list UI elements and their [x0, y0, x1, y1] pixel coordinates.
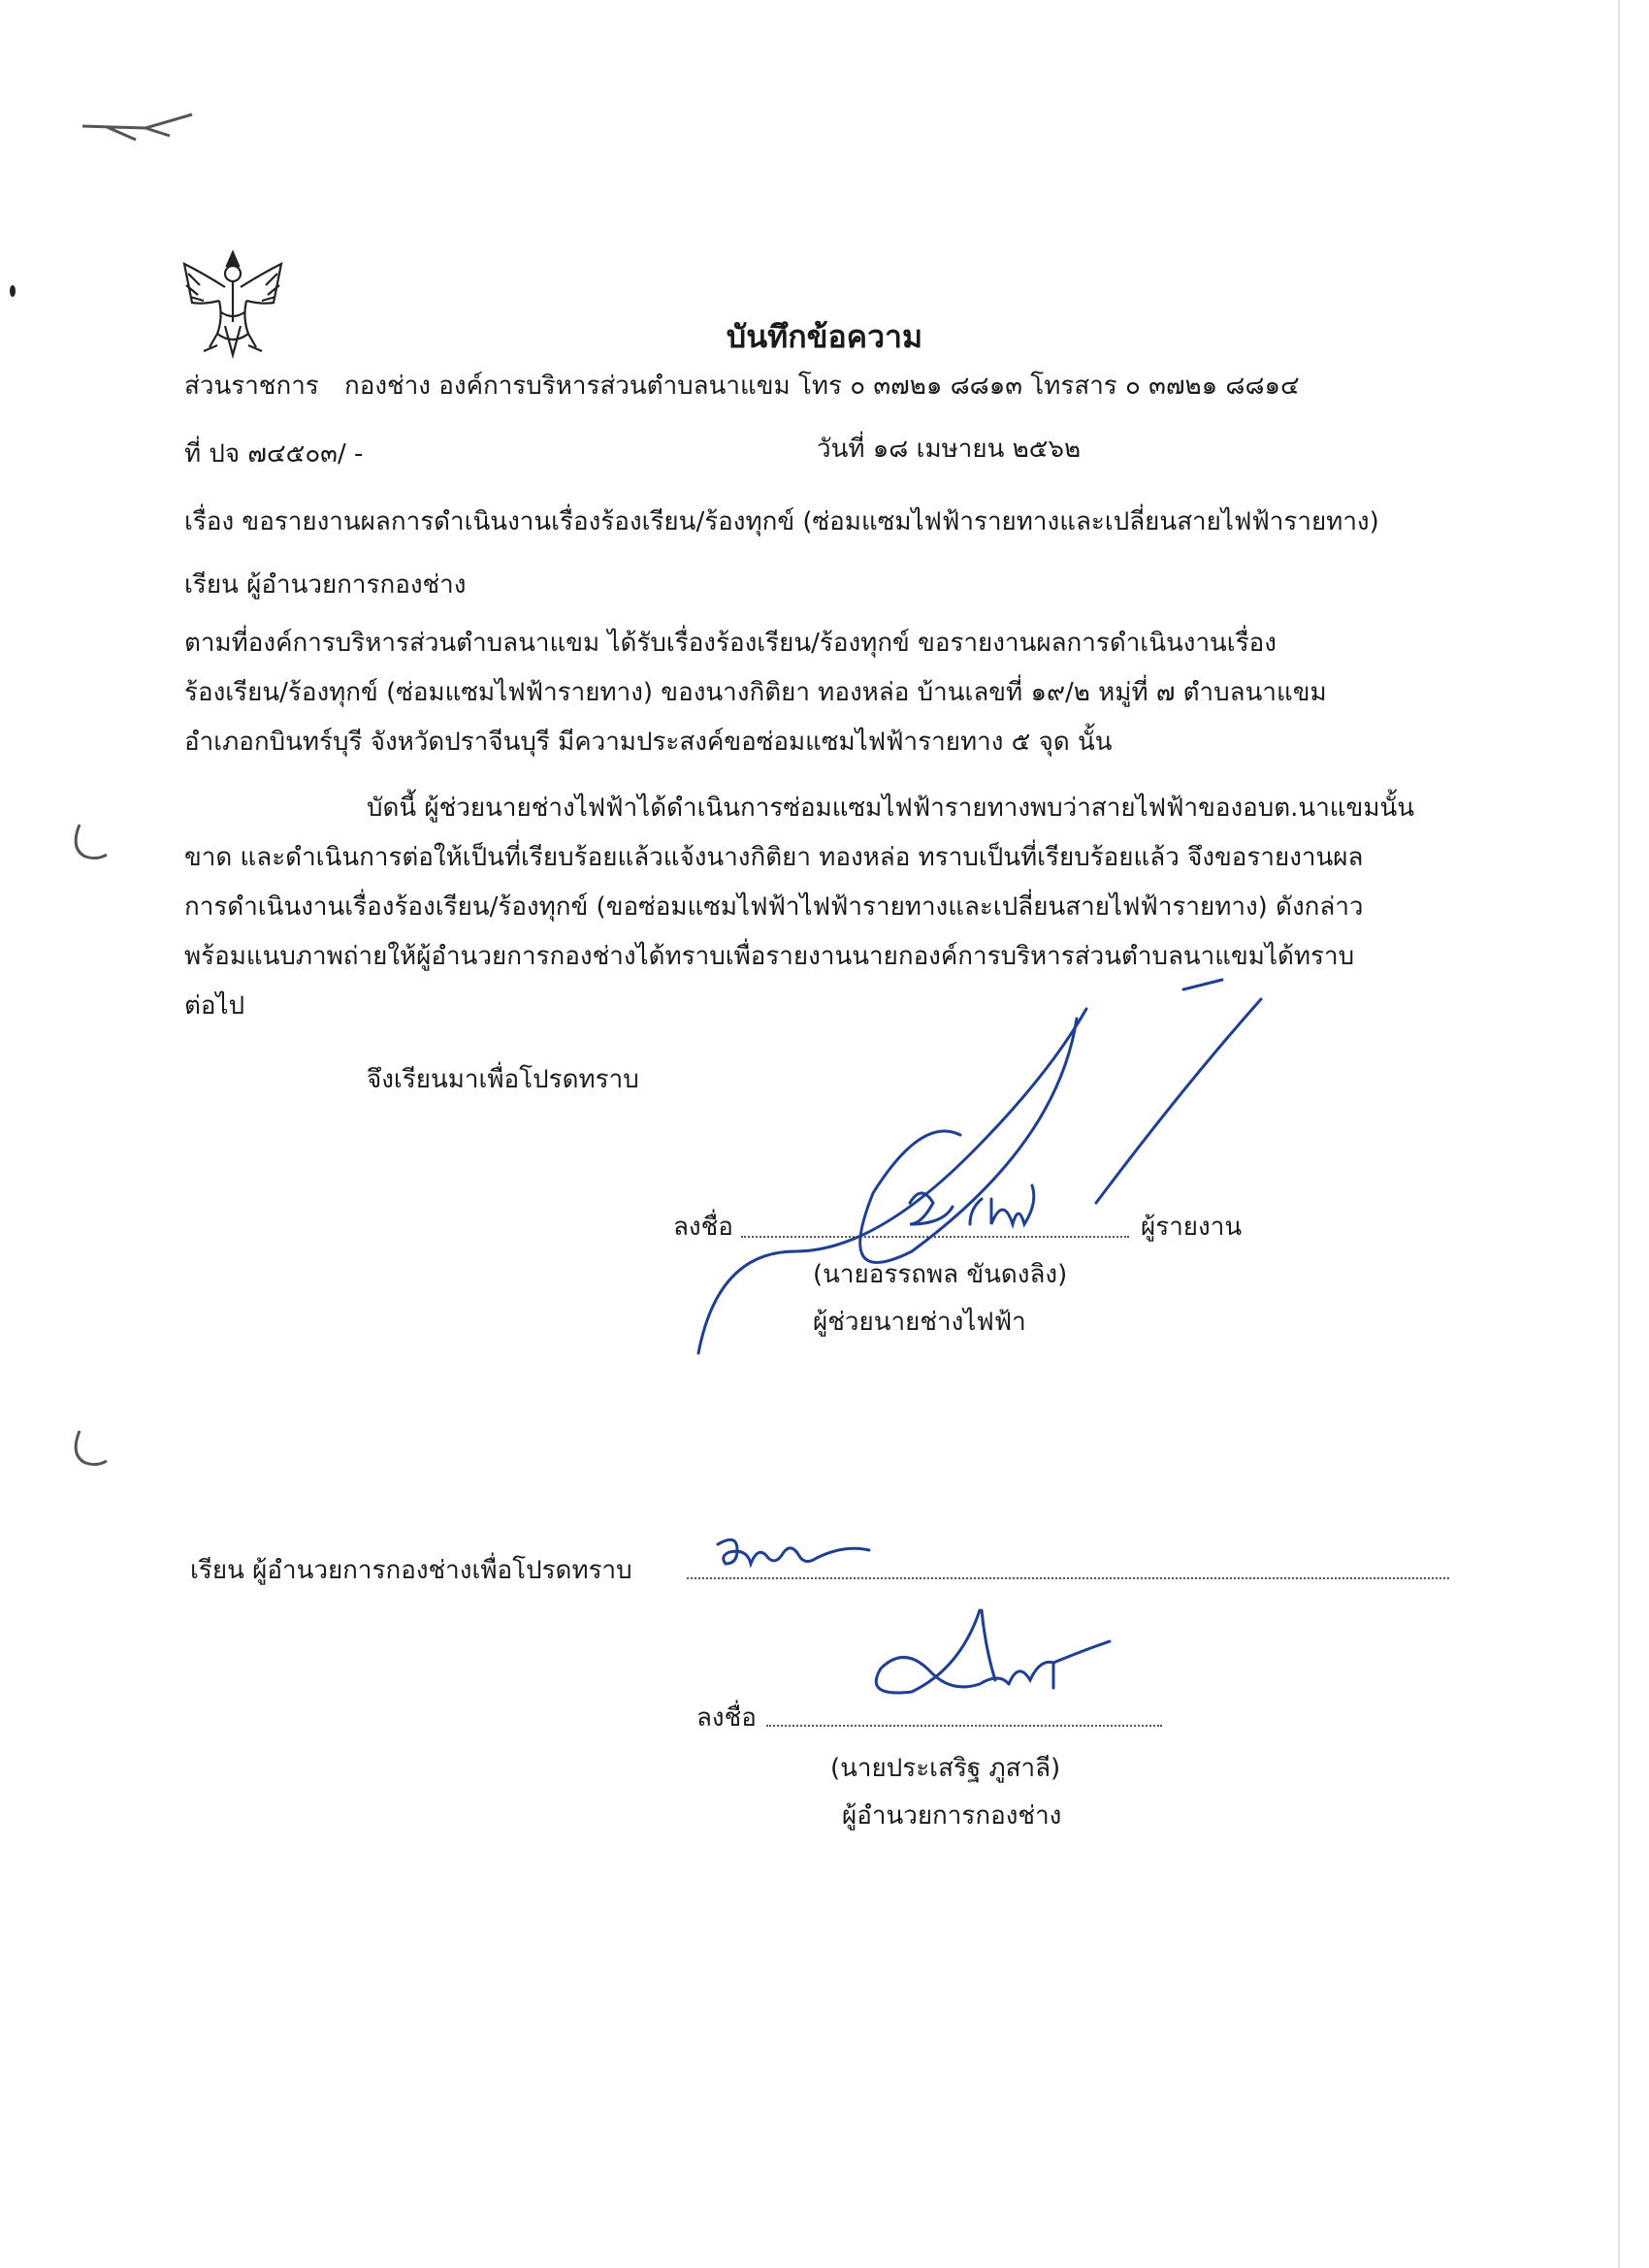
para2-line-2: ขาด และดำเนินการต่อให้เป็นที่เรียบร้อยแล้วแจ้งนางกิติยา ทองหล่อ ทราบเป็นที่เรียบร้อยแล้ว จึงขอรายงานผล [184, 843, 1364, 872]
para2-line-3: การดำเนินงานเรื่องร้องเรียน/ร้องทุกข์ (ขอซ่อมแซมไฟฟ้าไฟฟ้ารายทางและเปลี่ยนสายไฟฟ้ารายทาง) ดังกล่าว [184, 892, 1364, 922]
para2-line-5: ต่อไป [184, 991, 245, 1021]
scan-mark-top [78, 107, 204, 155]
signature1-role: ผู้รายงาน [1141, 1213, 1243, 1242]
para2-line-4: พร้อมแนบภาพถ่ายให้ผู้อำนวยการกองช่างได้ทราบเพื่อรายงานนายกองค์การบริหารส่วนตำบลนาแขมได้ทราบ [184, 942, 1355, 971]
signature1-label: ลงชื่อ [673, 1213, 733, 1242]
signature2-label: ลงชื่อ [696, 1703, 757, 1733]
reference-number: ที่ ปจ ๗๔๕๐๓/ - [184, 439, 364, 469]
memo-recipient: เรียน ผู้อำนวยการกองช่าง [184, 570, 467, 599]
memo-subject: เรื่อง ขอรายงานผลการดำเนินงานเรื่องร้องเรียน/ร้องทุกข์ (ซ่อมแซมไฟฟ้ารายทางและเปลี่ยนสายไฟฟ้ารายทาง) [184, 507, 1379, 536]
signature1-name: (นายอรรถพล ขันดงลิง) [813, 1260, 1068, 1289]
para2-line-1: บัดนี้ ผู้ช่วยนายช่างไฟฟ้าได้ดำเนินการซ่อมแซมไฟฟ้ารายทางพบว่าสายไฟฟ้าของอบต.นาแขมนั้น [367, 794, 1415, 823]
signature1-position: ผู้ช่วยนายช่างไฟฟ้า [813, 1308, 1026, 1337]
agency-value: กองช่าง องค์การบริหารส่วนตำบลนาแขม โทร ๐ ๓๗๒๑ ๘๘๑๓ โทรสาร ๐ ๓๗๒๑ ๘๘๑๔ [344, 372, 1300, 401]
endorsement-handwritten-note [708, 1523, 883, 1581]
memo-date: วันที่ ๑๘ เมษายน ๒๕๖๒ [817, 435, 1082, 464]
punch-hole-1 [68, 820, 116, 868]
signature2-handwritten [854, 1591, 1145, 1736]
endorsement-line: เรียน ผู้อำนวยการกองช่างเพื่อโปรดทราบ [190, 1556, 632, 1585]
closing-line: จึงเรียนมาเพื่อโปรดทราบ [367, 1065, 639, 1094]
scan-dot [8, 283, 17, 299]
signature1-handwritten [679, 970, 1339, 1358]
para1-line-1: ตามที่องค์การบริหารส่วนตำบลนาแขม ได้รับเรื่องร้องเรียน/ร้องทุกข์ ขอรายงานผลการดำเนินงานเรื่อง [184, 629, 1277, 658]
para1-line-3: อำเภอกบินทร์บุรี จังหวัดปราจีนบุรี มีความประสงค์ขอซ่อมแซมไฟฟ้ารายทาง ๕ จุด นั้น [184, 728, 1113, 757]
agency-label: ส่วนราชการ [184, 372, 319, 401]
punch-hole-2 [68, 1426, 116, 1474]
signature2-name: (นายประเสริฐ ภูสาลี) [830, 1754, 1061, 1783]
para1-line-2: ร้องเรียน/ร้องทุกข์ (ซ่อมแซมไฟฟ้ารายทาง) ของนางกิติยา ทองหล่อ บ้านเลขที่ ๑๙/๒ หมู่ที่ ๗ ตำบลนาแขม [184, 678, 1327, 707]
memo-title: บันทึกข้อความ [726, 318, 923, 355]
signature2-position: ผู้อำนวยการกองช่าง [842, 1801, 1062, 1831]
